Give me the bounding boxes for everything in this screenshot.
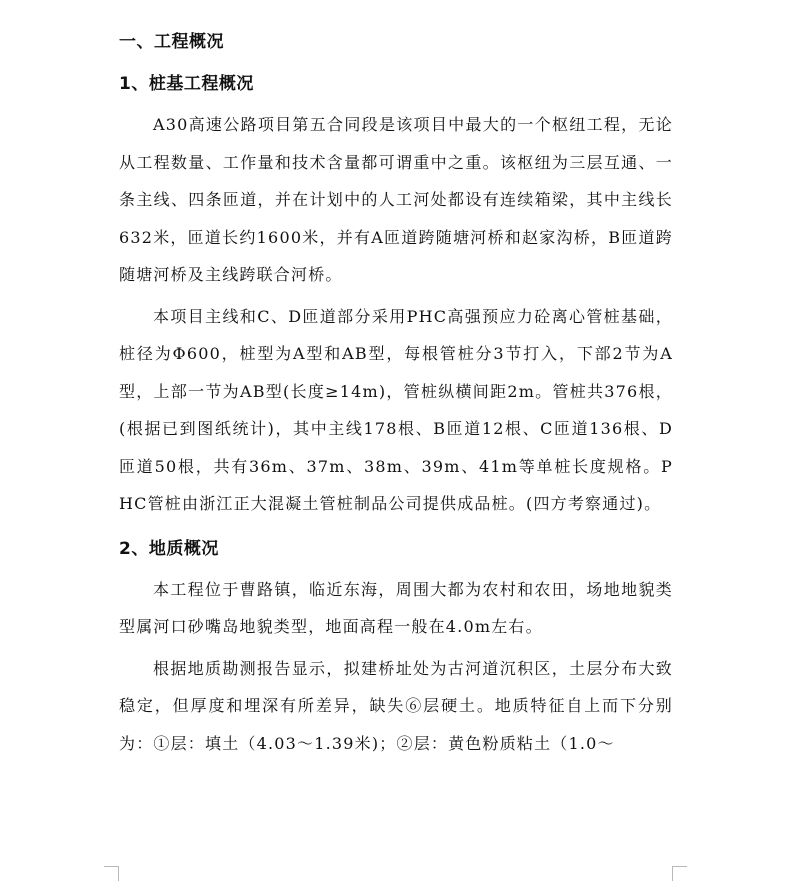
- section-heading-pile-foundation: 1、桩基工程概况: [119, 74, 254, 94]
- paragraph-site-location: 本工程位于曹路镇，临近东海，周围大都为农村和农田，场地地貌类型属河口砂嘴岛地貌类型，地面高程一般在4.0m左右。: [119, 579, 673, 636]
- document-body: [119, 22, 673, 766]
- heading-main: 一、工程概况: [119, 32, 224, 52]
- paragraph-project-overview: A30高速公路项目第五合同段是该项目中最大的一个枢纽工程，无论从工程数量、工作量和技术含量都可谓重中之重。该枢纽为三层互通、一条主线、四条匝道，并在计划中的人工河处都设有连续箱梁，其中主线长632米，匝道长约1600米，并有A匝道跨随塘河桥和赵家沟桥，B匝道跨随塘河桥及主线跨联合河桥。: [119, 115, 673, 284]
- paragraph-soil-layers: 根据地质勘测报告显示，拟建桥址处为古河道沉积区，土层分布大致稳定，但厚度和埋深有所差异，缺失⑥层硬土。地质特征自上而下分别为：①层：填土（4.03～1.39米)；②层：黄色粉质粘土（1.0～: [119, 658, 673, 753]
- section-heading-geology: 2、地质概况: [119, 538, 219, 559]
- paragraph-pile-details: 本项目主线和C、D匝道部分采用PHC高强预应力砼离心管桩基础，桩径为Φ600，桩型为A型和AB型，每根管桩分3节打入，下部2节为A型，上部一节为AB型(长度≥14m)，管桩纵横间距2m。管桩共376根，(根据已到图纸统计)，其中主线178根、B匝道12根、C匝道136根、D匝道50根，共有36m、37m、38m、39m、41m等单桩长度规格。PHC管桩由浙江正大混凝土管桩制品公司提供成品桩。(四方考察通过)。: [119, 306, 673, 513]
